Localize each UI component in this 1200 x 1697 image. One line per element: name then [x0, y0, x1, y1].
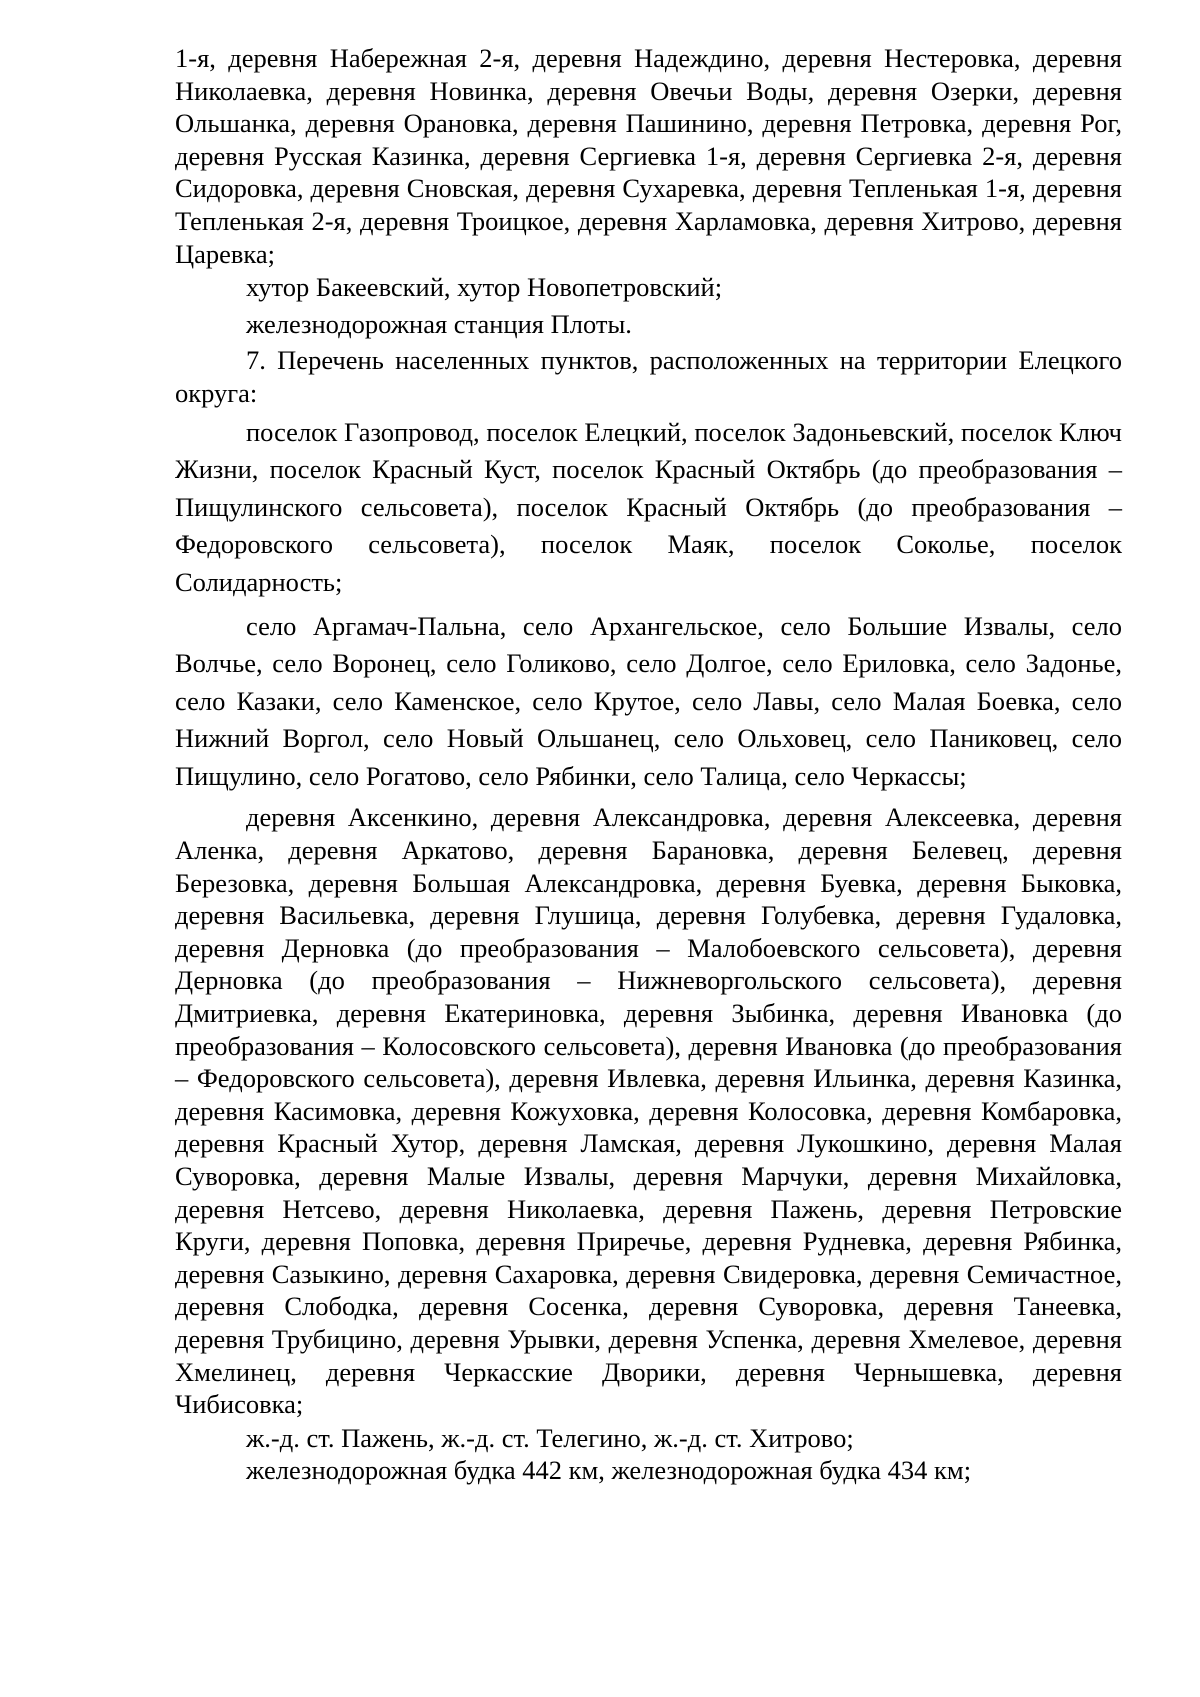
paragraph-railway-stations: ж.-д. ст. Пажень, ж.-д. ст. Телегино, ж.-д. ст. Хитрово; [246, 1422, 854, 1453]
paragraph-khutors: хутор Бакеевский, хутор Новопетровский; [246, 272, 723, 303]
paragraph-settlements-poselok: поселок Газопровод, поселок Елецкий, поселок Задоньевский, поселок Ключ Жизни, поселок Красный Куст, поселок Красный Октябрь (до преобразования – Пищулинского сельсовета), поселок Красный Октябрь (до преобразования – Федоровского сельсовета), поселок Маяк, поселок Соколье, поселок Солидарность; [175, 416, 1122, 597]
paragraph-settlements-derevnya: деревня Аксенкино, деревня Александровка, деревня Алексеевка, деревня Аленка, деревня Аркатово, деревня Барановка, деревня Белевец, деревня Березовка, деревня Большая Александровка, деревня Буевка, деревня Быковка, деревня Васильевка, деревня Глушица, деревня Голубевка, деревня Гудаловка, деревня Дерновка (до преобразования – Малобоевского сельсовета), деревня Дерновка (до преобразования – Нижневоргольского сельсовета), деревня Дмитриевка, деревня Екатериновка, деревня Зыбинка, деревня Ивановка (до преобразования – Колосовского сельсовета), деревня Ивановка (до преобразования – Федоровского сельсовета), деревня Ивлевка, деревня Ильинка, деревня Казинка, деревня Касимовка, деревня Кожуховка, деревня Колосовка, деревня Комбаровка, деревня Красный Хутор, деревня Ламская, деревня Лукошкино, деревня Малая Суворовка, деревня Малые Извалы, деревня Марчуки, деревня Михайловка, деревня Нетсево, деревня Николаевка, деревня Пажень, деревня Петровские Круги, деревня Поповка, деревня Приречье, деревня Рудневка, деревня Рябинка, деревня Сазыкино, деревня Сахаровка, деревня Свидеровка, деревня Семичастное, деревня Слободка, деревня Сосенка, деревня Суворовка, деревня Танеевка, деревня Трубицино, деревня Урывки, деревня Успенка, деревня Хмелевое, деревня Хмелинец, деревня Черкасские Дворики, деревня Чернышевка, деревня Чибисовка; [175, 802, 1122, 1420]
paragraph-section-7-heading: 7. Перечень населенных пунктов, расположенных на территории Елецкого округа: [175, 345, 1122, 408]
paragraph-railway-station: железнодорожная станция Плоты. [246, 308, 632, 339]
paragraph-settlements-selo: село Аргамач-Пальна, село Архангельское, село Большие Извалы, село Волчье, село Воронец, село Голиково, село Долгое, село Ериловка, село Задонье, село Казаки, село Каменское, село Крутое, село Лавы, село Малая Боевка, село Нижний Воргол, село Новый Ольшанец, село Ольховец, село Паниковец, село Пищулино, село Рогатово, село Рябинки, село Талица, село Черкассы; [175, 610, 1122, 791]
paragraph-railway-booths: железнодорожная будка 442 км, железнодорожная будка 434 км; [246, 1455, 972, 1486]
paragraph-villages-continued: 1-я, деревня Набережная 2-я, деревня Надеждино, деревня Нестеровка, деревня Николаевка, деревня Новинка, деревня Овечьи Воды, деревня Озерки, деревня Ольшанка, деревня Орановка, деревня Пашинино, деревня Петровка, деревня Рог, деревня Русская Казинка, деревня Сергиевка 1-я, деревня Сергиевка 2-я, деревня Сидоровка, деревня Сновская, деревня Сухаревка, деревня Тепленькая 1-я, деревня Тепленькая 2-я, деревня Троицкое, деревня Харламовка, деревня Хитрово, деревня Царевка; [175, 43, 1122, 269]
document-page [175, 42, 1122, 1487]
